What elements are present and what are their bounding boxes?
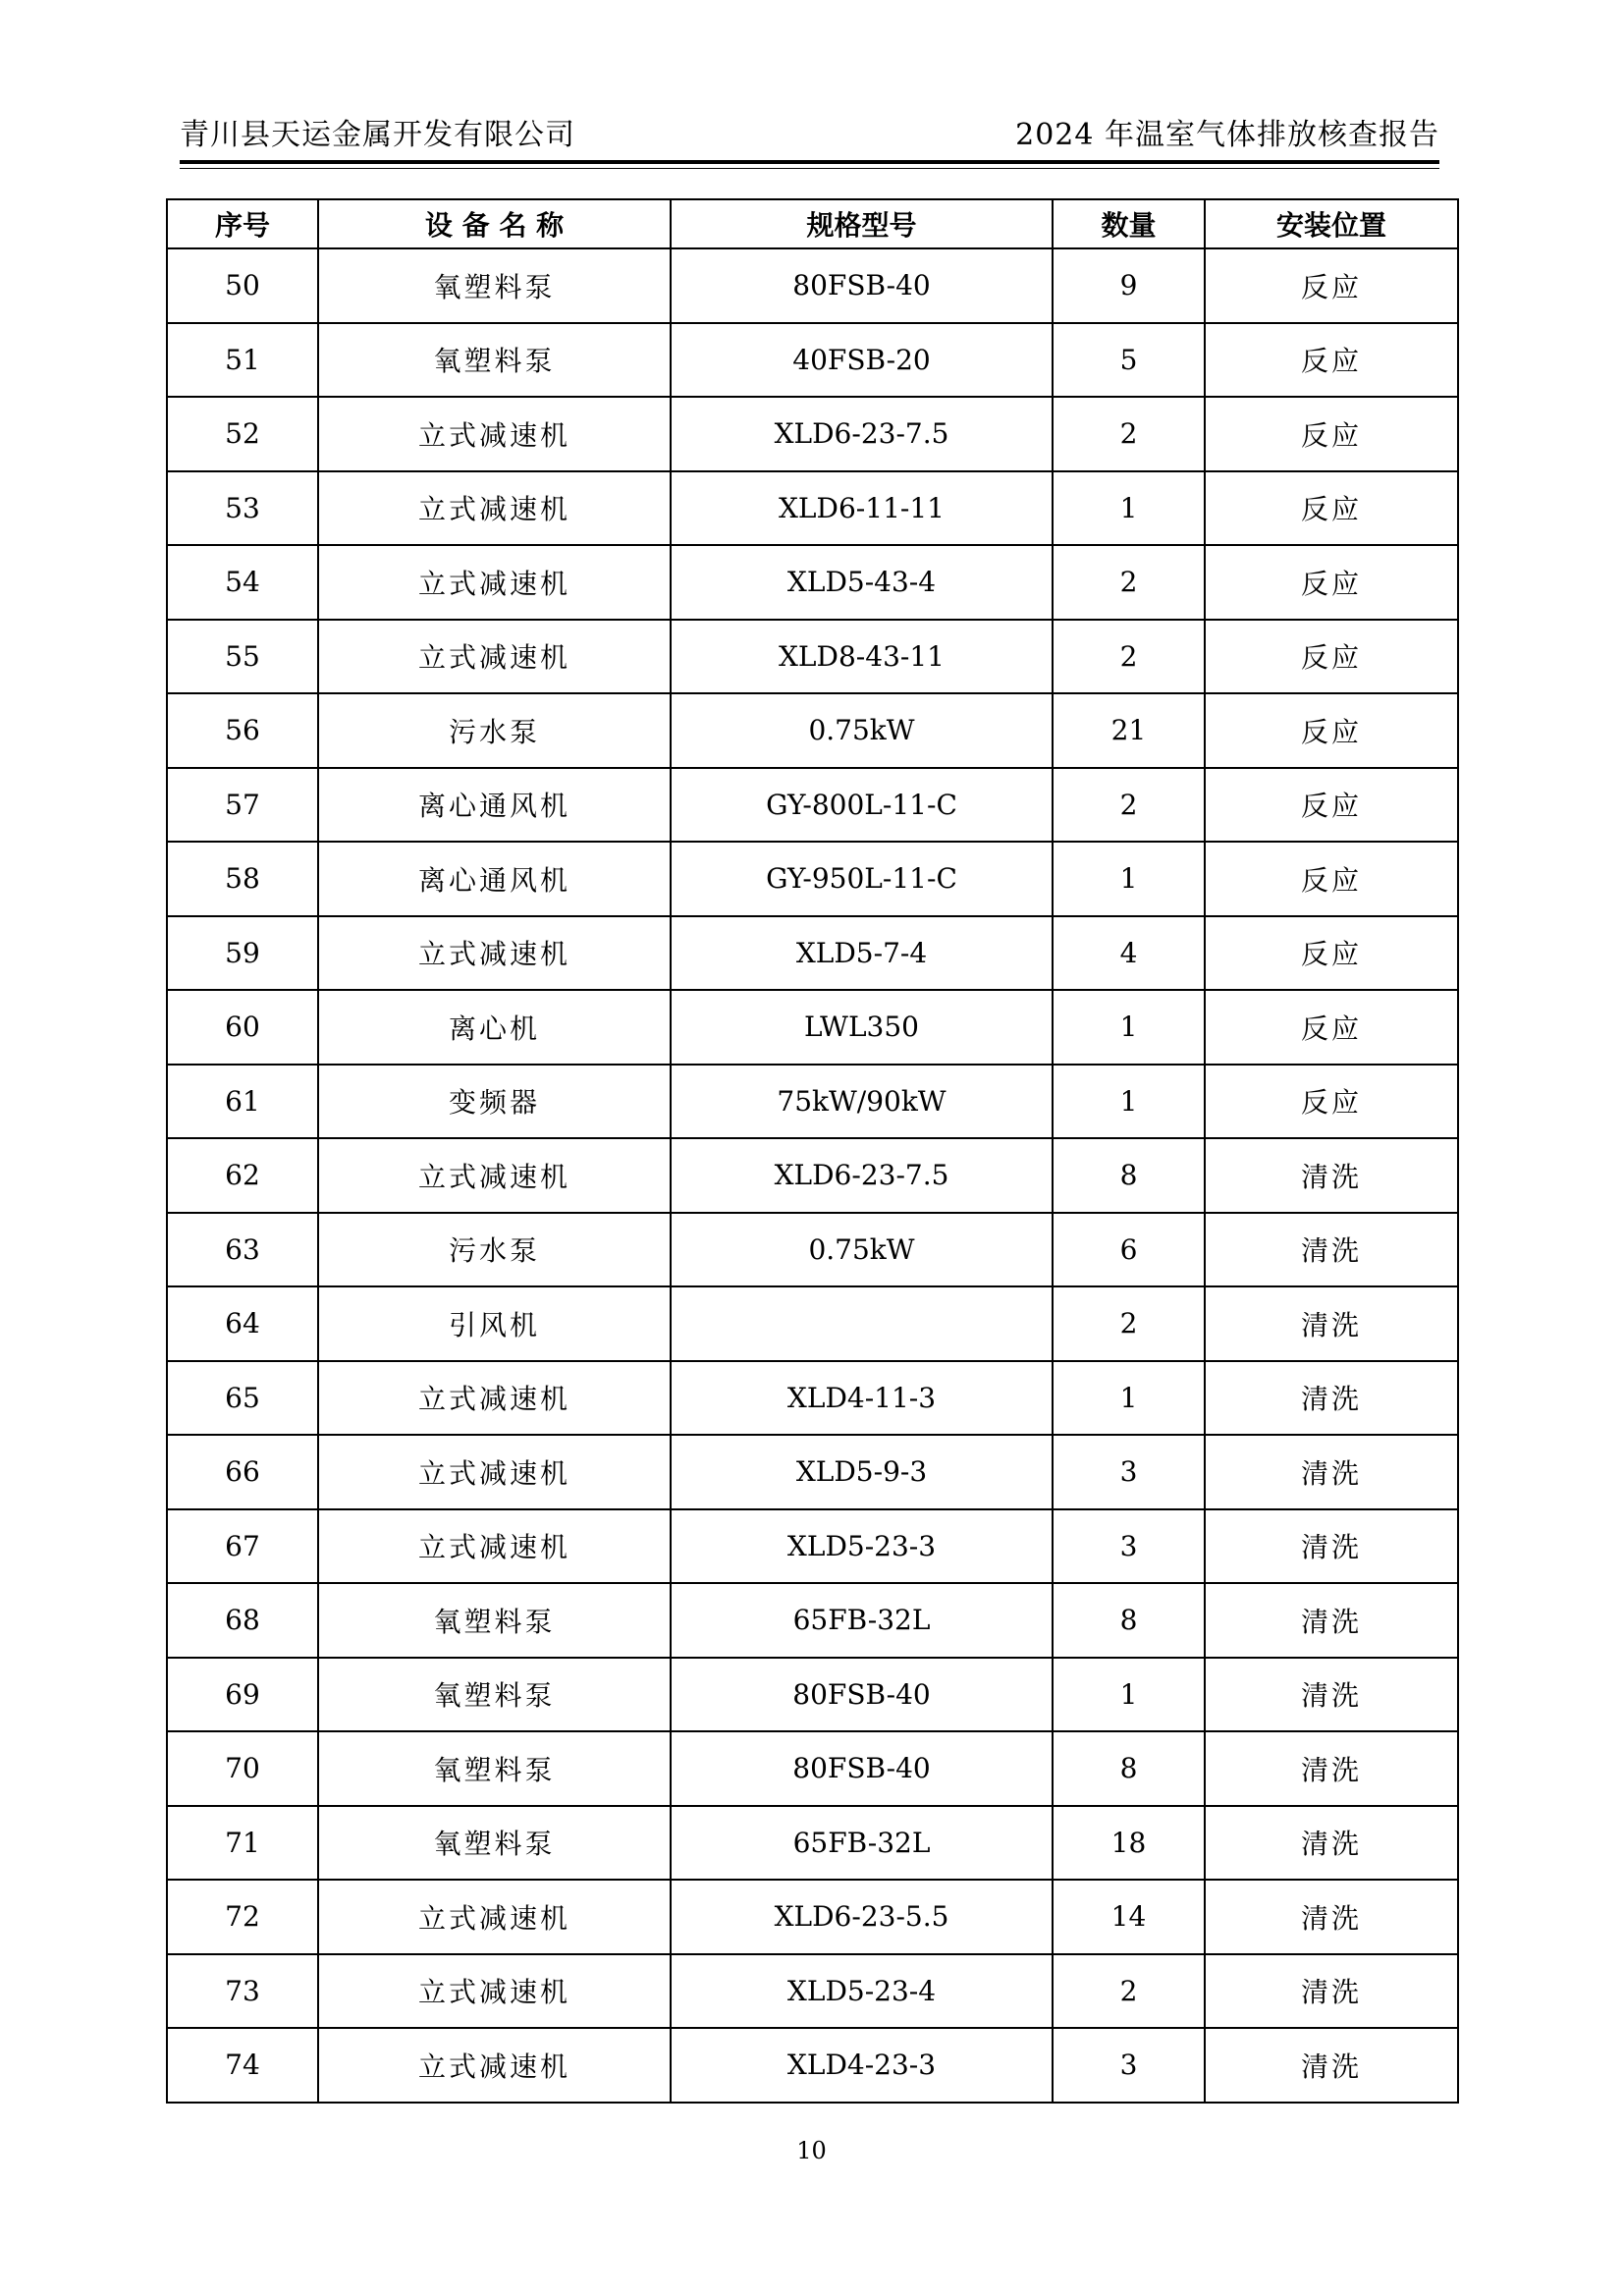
- row-index: 64: [167, 1286, 318, 1361]
- equipment-name: 立式减速机: [318, 1435, 671, 1509]
- table-header-row: [167, 199, 1458, 248]
- row-index: 69: [167, 1658, 318, 1732]
- model-spec: XLD4-23-3: [671, 2028, 1053, 2103]
- table-row: [167, 471, 1458, 546]
- equipment-name: 立式减速机: [318, 620, 671, 694]
- quantity: 2: [1053, 397, 1205, 471]
- model-spec: [671, 1286, 1053, 1361]
- page-number: 10: [796, 2137, 827, 2164]
- model-spec: 0.75kW: [671, 693, 1053, 768]
- table-row: [167, 545, 1458, 620]
- install-location: 清洗: [1205, 1286, 1458, 1361]
- install-location: 反应: [1205, 768, 1458, 843]
- install-location: 清洗: [1205, 1138, 1458, 1213]
- table-row: [167, 2028, 1458, 2103]
- quantity: 4: [1053, 916, 1205, 991]
- equipment-name: 离心通风机: [318, 842, 671, 916]
- col-header-index: 序号: [167, 199, 318, 248]
- equipment-name: 氧塑料泵: [318, 248, 671, 323]
- table-row: [167, 248, 1458, 323]
- table-row: [167, 990, 1458, 1065]
- col-header-location: 安装位置: [1205, 199, 1458, 248]
- company-name: 青川县天运金属开发有限公司: [180, 118, 575, 152]
- equipment-name: 立式减速机: [318, 1138, 671, 1213]
- table-row: [167, 1583, 1458, 1658]
- quantity: 2: [1053, 1954, 1205, 2029]
- model-spec: 80FSB-40: [671, 1658, 1053, 1732]
- model-spec: XLD5-23-3: [671, 1509, 1053, 1584]
- install-location: 反应: [1205, 1065, 1458, 1139]
- equipment-name: 氧塑料泵: [318, 1583, 671, 1658]
- equipment-name: 离心机: [318, 990, 671, 1065]
- row-index: 70: [167, 1731, 318, 1806]
- quantity: 2: [1053, 545, 1205, 620]
- install-location: 清洗: [1205, 1583, 1458, 1658]
- quantity: 3: [1053, 1509, 1205, 1584]
- table-row: [167, 916, 1458, 991]
- install-location: 清洗: [1205, 1880, 1458, 1954]
- model-spec: XLD5-43-4: [671, 545, 1053, 620]
- quantity: 1: [1053, 990, 1205, 1065]
- install-location: 反应: [1205, 471, 1458, 546]
- table-row: [167, 323, 1458, 398]
- install-location: 清洗: [1205, 2028, 1458, 2103]
- quantity: 6: [1053, 1213, 1205, 1287]
- row-index: 63: [167, 1213, 318, 1287]
- model-spec: XLD6-11-11: [671, 471, 1053, 546]
- install-location: 清洗: [1205, 1435, 1458, 1509]
- quantity: 1: [1053, 471, 1205, 546]
- table-row: [167, 1361, 1458, 1436]
- page-header: [180, 116, 1439, 155]
- equipment-name: 氧塑料泵: [318, 323, 671, 398]
- install-location: 反应: [1205, 916, 1458, 991]
- equipment-name: 污水泵: [318, 693, 671, 768]
- equipment-name: 污水泵: [318, 1213, 671, 1287]
- row-index: 57: [167, 768, 318, 843]
- quantity: 5: [1053, 323, 1205, 398]
- row-index: 56: [167, 693, 318, 768]
- col-header-quantity: 数量: [1053, 199, 1205, 248]
- equipment-name: 立式减速机: [318, 916, 671, 991]
- row-index: 58: [167, 842, 318, 916]
- equipment-name: 立式减速机: [318, 545, 671, 620]
- table-row: [167, 397, 1458, 471]
- table-row: [167, 1954, 1458, 2029]
- quantity: 9: [1053, 248, 1205, 323]
- row-index: 51: [167, 323, 318, 398]
- table-row: [167, 1286, 1458, 1361]
- row-index: 74: [167, 2028, 318, 2103]
- equipment-name: 氧塑料泵: [318, 1658, 671, 1732]
- row-index: 72: [167, 1880, 318, 1954]
- quantity: 18: [1053, 1806, 1205, 1881]
- quantity: 8: [1053, 1138, 1205, 1213]
- table-row: [167, 1213, 1458, 1287]
- col-header-equipment-name: 设 备 名 称: [318, 199, 671, 248]
- equipment-name: 立式减速机: [318, 1361, 671, 1436]
- model-spec: 80FSB-40: [671, 1731, 1053, 1806]
- equipment-table: [166, 198, 1459, 2104]
- row-index: 71: [167, 1806, 318, 1881]
- equipment-name: 引风机: [318, 1286, 671, 1361]
- table-row: [167, 1880, 1458, 1954]
- report-title: 2024 年温室气体排放核查报告: [1015, 118, 1439, 152]
- install-location: 清洗: [1205, 1806, 1458, 1881]
- model-spec: LWL350: [671, 990, 1053, 1065]
- quantity: 21: [1053, 693, 1205, 768]
- model-spec: XLD6-23-7.5: [671, 397, 1053, 471]
- table-row: [167, 1658, 1458, 1732]
- install-location: 清洗: [1205, 1361, 1458, 1436]
- equipment-name: 变频器: [318, 1065, 671, 1139]
- table-row: [167, 1138, 1458, 1213]
- row-index: 52: [167, 397, 318, 471]
- quantity: 1: [1053, 1658, 1205, 1732]
- install-location: 反应: [1205, 620, 1458, 694]
- quantity: 3: [1053, 1435, 1205, 1509]
- header-rule-thick: [180, 160, 1439, 164]
- model-spec: XLD5-7-4: [671, 916, 1053, 991]
- model-spec: 75kW/90kW: [671, 1065, 1053, 1139]
- equipment-name: 立式减速机: [318, 1880, 671, 1954]
- row-index: 50: [167, 248, 318, 323]
- table-row: [167, 842, 1458, 916]
- table-row: [167, 620, 1458, 694]
- row-index: 67: [167, 1509, 318, 1584]
- install-location: 反应: [1205, 248, 1458, 323]
- row-index: 55: [167, 620, 318, 694]
- install-location: 清洗: [1205, 1731, 1458, 1806]
- model-spec: 65FB-32L: [671, 1806, 1053, 1881]
- row-index: 60: [167, 990, 318, 1065]
- row-index: 65: [167, 1361, 318, 1436]
- equipment-name: 立式减速机: [318, 471, 671, 546]
- model-spec: XLD5-9-3: [671, 1435, 1053, 1509]
- model-spec: XLD5-23-4: [671, 1954, 1053, 2029]
- model-spec: 80FSB-40: [671, 248, 1053, 323]
- row-index: 61: [167, 1065, 318, 1139]
- row-index: 59: [167, 916, 318, 991]
- model-spec: XLD4-11-3: [671, 1361, 1053, 1436]
- row-index: 54: [167, 545, 318, 620]
- install-location: 清洗: [1205, 1509, 1458, 1584]
- equipment-name: 立式减速机: [318, 1509, 671, 1584]
- quantity: 3: [1053, 2028, 1205, 2103]
- model-spec: 40FSB-20: [671, 323, 1053, 398]
- model-spec: XLD8-43-11: [671, 620, 1053, 694]
- row-index: 62: [167, 1138, 318, 1213]
- quantity: 1: [1053, 1361, 1205, 1436]
- equipment-name: 氧塑料泵: [318, 1731, 671, 1806]
- install-location: 反应: [1205, 842, 1458, 916]
- install-location: 清洗: [1205, 1658, 1458, 1732]
- quantity: 2: [1053, 768, 1205, 843]
- install-location: 反应: [1205, 545, 1458, 620]
- quantity: 1: [1053, 1065, 1205, 1139]
- table-body: [167, 248, 1458, 2103]
- table-row: [167, 1435, 1458, 1509]
- model-spec: XLD6-23-5.5: [671, 1880, 1053, 1954]
- table-row: [167, 1806, 1458, 1881]
- quantity: 8: [1053, 1731, 1205, 1806]
- install-location: 反应: [1205, 323, 1458, 398]
- row-index: 73: [167, 1954, 318, 2029]
- model-spec: 0.75kW: [671, 1213, 1053, 1287]
- model-spec: GY-800L-11-C: [671, 768, 1053, 843]
- quantity: 8: [1053, 1583, 1205, 1658]
- equipment-name: 离心通风机: [318, 768, 671, 843]
- equipment-name: 氧塑料泵: [318, 1806, 671, 1881]
- install-location: 反应: [1205, 990, 1458, 1065]
- equipment-name: 立式减速机: [318, 1954, 671, 2029]
- quantity: 2: [1053, 620, 1205, 694]
- install-location: 反应: [1205, 693, 1458, 768]
- equipment-name: 立式减速机: [318, 397, 671, 471]
- table-row: [167, 768, 1458, 843]
- quantity: 2: [1053, 1286, 1205, 1361]
- model-spec: XLD6-23-7.5: [671, 1138, 1053, 1213]
- equipment-name: 立式减速机: [318, 2028, 671, 2103]
- table-row: [167, 1731, 1458, 1806]
- install-location: 反应: [1205, 397, 1458, 471]
- table-row: [167, 693, 1458, 768]
- row-index: 53: [167, 471, 318, 546]
- install-location: 清洗: [1205, 1213, 1458, 1287]
- quantity: 14: [1053, 1880, 1205, 1954]
- model-spec: GY-950L-11-C: [671, 842, 1053, 916]
- table-row: [167, 1065, 1458, 1139]
- header-rule-thin: [180, 168, 1439, 169]
- install-location: 清洗: [1205, 1954, 1458, 2029]
- col-header-model: 规格型号: [671, 199, 1053, 248]
- quantity: 1: [1053, 842, 1205, 916]
- row-index: 66: [167, 1435, 318, 1509]
- row-index: 68: [167, 1583, 318, 1658]
- table-row: [167, 1509, 1458, 1584]
- model-spec: 65FB-32L: [671, 1583, 1053, 1658]
